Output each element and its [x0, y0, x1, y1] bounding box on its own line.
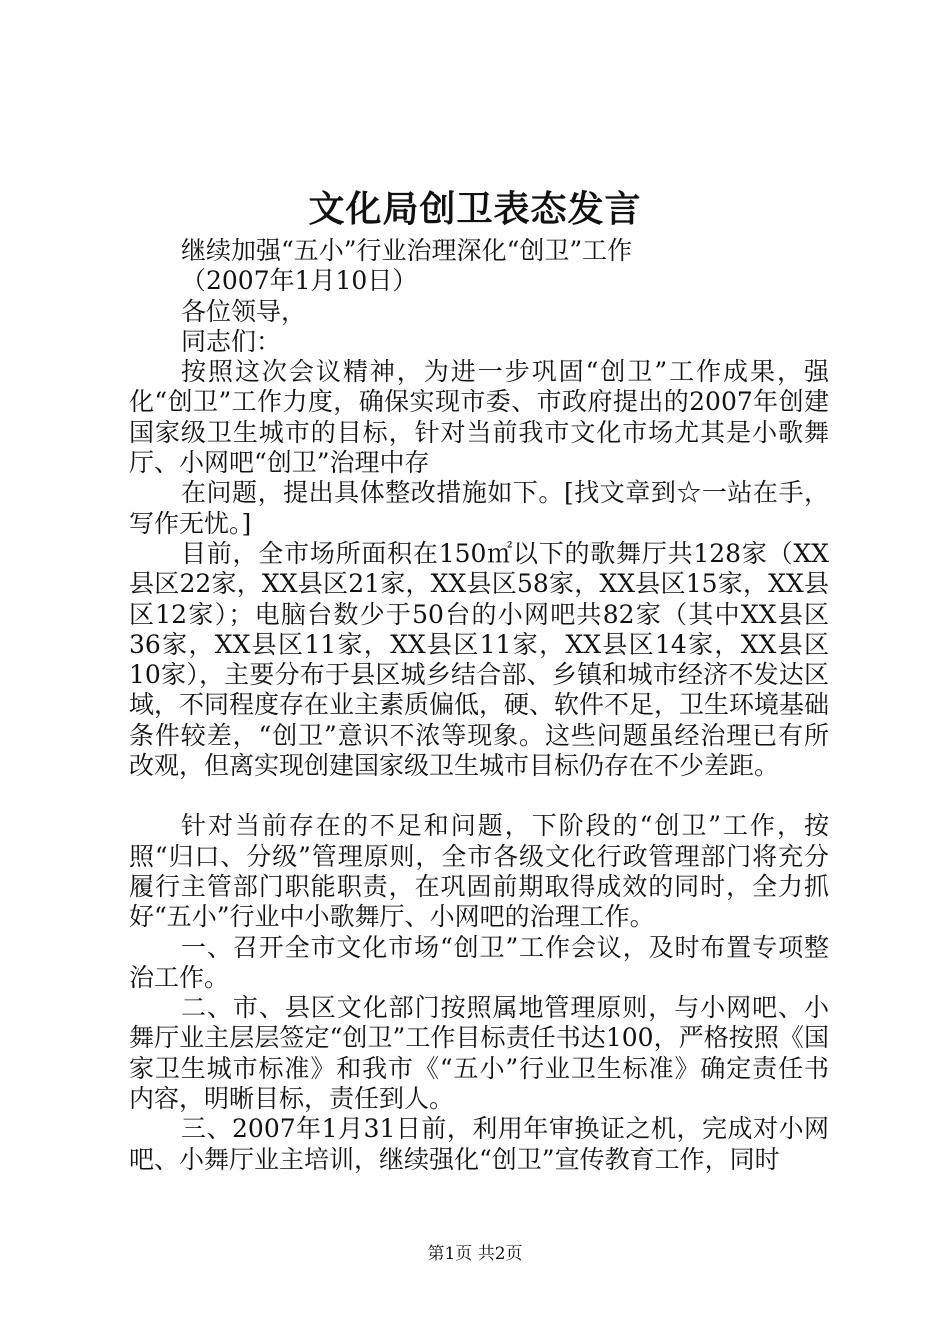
subtitle-line: 继续加强“五小”行业治理深化“创卫”工作: [181, 236, 633, 265]
page-footer: 第1页 共2页: [427, 1244, 523, 1264]
document-body: [129, 236, 829, 1175]
paragraph-intro: 按照这次会议精神，为进一步巩固“创卫”工作成果，强化“创卫”工作力度，确保实现市委、市政府提出的2007年创建国家级卫生城市的目标，针对当前我市文化市场尤其是小歌舞厅、小网吧“创卫”治理中存: [129, 357, 829, 478]
salutation-comrades: 同志们：: [181, 326, 282, 356]
paragraph-next-steps: 针对当前存在的不足和问题，下阶段的“创卫”工作，按照“归口、分级”管理原则，全市各级文化行政管理部门将充分履行主管部门职能职责，在巩固前期取得成效的同时，全力抓好“五小”行业中小歌舞厅、小网吧的治理工作。: [129, 811, 829, 932]
paragraph-current-status: 目前，全市场所面积在150㎡以下的歌舞厅共128家（XX县区22家，XX县区21家，XX县区58家，XX县区15家，XX县区12家）；电脑台数少于50台的小网吧共82家（其中XX县区36家，XX县区11家，XX县区11家，XX县区14家，XX县区10家），主要分布于县区城乡结合部、乡镇和城市经济不发达区域，不同程度存在业主素质偏低，硬、软件不足，卫生环境基础条件较差，“创卫”意识不浓等现象。这些问题虽经治理已有所改观，但离实现创建国家级卫生城市目标仍存在不少差距。: [129, 538, 830, 781]
paragraph-intro-continued: 在问题，提出具体整改措施如下。[找文章到☆一站在手，写作无忧。]: [129, 478, 829, 538]
document-title: 文化局创卫表态发言: [308, 188, 642, 230]
paragraph-item-3: 三、2007年1月31日前，利用年审换证之机，完成对小网吧、小舞厅业主培训，继续强化“创卫”宣传教育工作，同时: [129, 1114, 829, 1174]
paragraph-item-1: 一、召开全市文化市场“创卫”工作会议，及时布置专项整治工作。: [129, 932, 829, 992]
paragraph-item-2: 二、市、县区文化部门按照属地管理原则，与小网吧、小舞厅业主层层签定“创卫”工作目标责任书达100，严格按照《国家卫生城市标准》和我市《“五小”行业卫生标准》确定责任书内容，明晰目标，责任到人。: [129, 993, 829, 1114]
date-line: （2007年1月10日）: [181, 266, 418, 296]
salutation-leaders: 各位领导，: [181, 296, 307, 326]
